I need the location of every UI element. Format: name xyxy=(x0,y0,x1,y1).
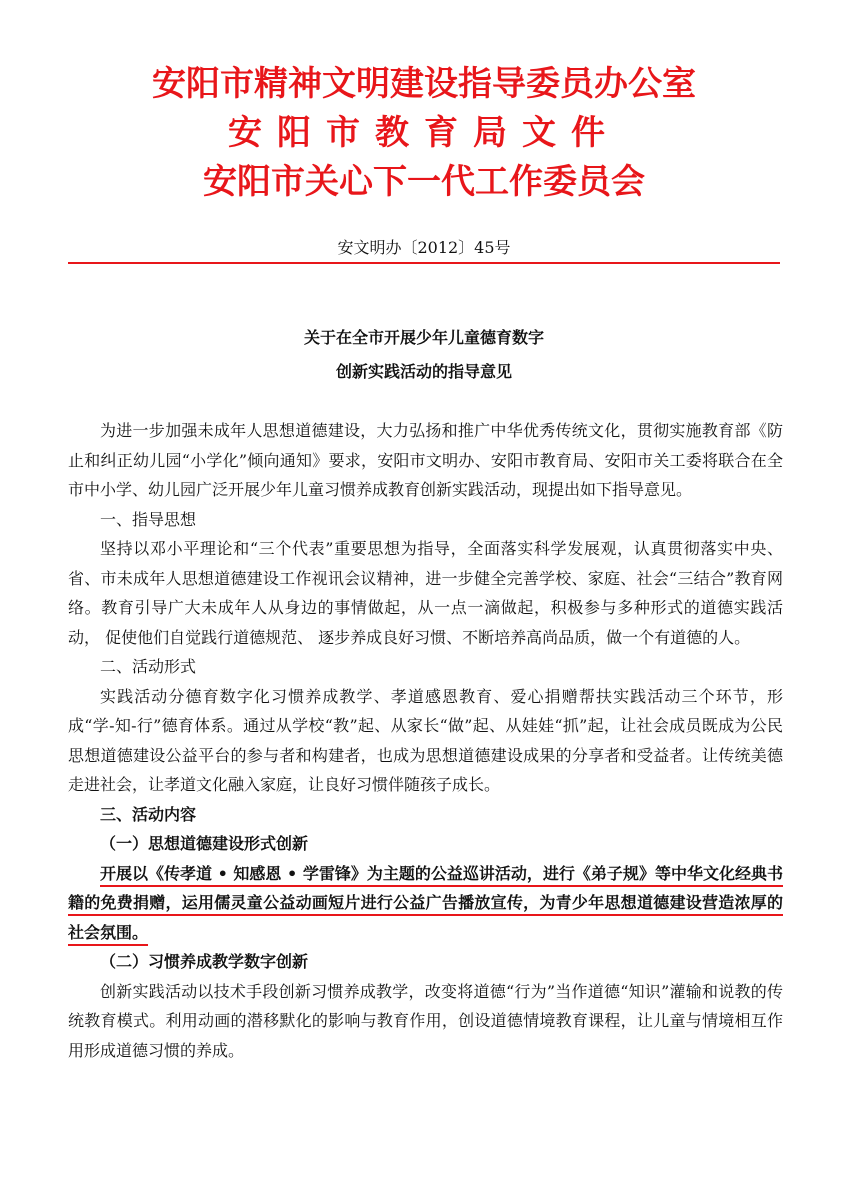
habit-teaching-paragraph: 创新实践活动以技术手段创新习惯养成教学，改变将道德“行为”当作道德“知识”灌输和说教的传统教育模式。利用动画的潜移默化的影响与教育作用，创设道德情境教育课程，让儿童与情境相互作用形成道德习惯的养成。 xyxy=(68,981,783,1060)
highlighted-text: 开展以《传孝道 • 知感恩 • 学雷锋》为主题的公益巡讲活动，进行《弟子规》等中华文化经典书籍的免费捐赠，运用儒灵童公益动画短片进行公益广告播放宣传，为青少年思想道德建设营造浓厚的社会氛围。 xyxy=(68,863,783,942)
document-title-line1: 关于在全市开展少年儿童德育数字 xyxy=(303,328,544,347)
header-bureau-name: 安阳市教育局文件 xyxy=(228,113,620,153)
section-heading-activity-form: 二、活动形式 xyxy=(100,657,197,676)
red-divider xyxy=(68,262,780,264)
document-body xyxy=(68,416,783,1065)
activity-form-paragraph: 实践活动分德育数字化习惯养成教学、孝道感恩教育、爱心捐赠帮扶实践活动三个环节，形成“学-知-行”德育体系。通过从学校“教”起、从家长“做”起、从娃娃“抓”起，让社会成员既成为公民思想道德建设公益平台的参与者和构建者，也成为思想道德建设成果的分享者和受益者。让传统美德走进社会，让孝道文化融入家庭，让良好习惯伴随孩子成长。 xyxy=(68,686,783,794)
subsection-heading-1: （一）思想道德建设形式创新 xyxy=(100,834,309,853)
guiding-thought-paragraph: 坚持以邓小平理论和“三个代表”重要思想为指导，全面落实科学发展观，认真贯彻落实中央、省、市未成年人思想道德建设工作视讯会议精神，进一步健全完善学校、家庭、社会“三结合”教育网络。教育引导广大未成年人从身边的事情做起，从一点一滴做起，积极参与多种形式的道德实践活动， 促使他们自觉践行道德规范、 逐步养成良好习惯、不断培养高尚品质，做一个有道德的人。 xyxy=(68,539,783,647)
header-office-name: 安阳市精神文明建设指导委员办公室 xyxy=(152,64,696,104)
subsection-heading-2: （二）习惯养成教学数字创新 xyxy=(100,952,309,971)
header-committee-name: 安阳市关心下一代工作委员会 xyxy=(203,162,645,202)
section-heading-activity-content: 三、活动内容 xyxy=(100,804,197,824)
section-heading-guiding-thought: 一、指导思想 xyxy=(100,509,197,529)
intro-paragraph: 为进一步加强未成年人思想道德建设，大力弘扬和推广中华优秀传统文化，贯彻实施教育部《防止和纠正幼儿园“小学化”倾向通知》要求，安阳市文明办、安阳市教育局、安阳市关工委将联合在全市中小学、幼儿园广泛开展少年儿童习惯养成教育创新实践活动，现提出如下指导意见。 xyxy=(68,421,783,499)
highlighted-paragraph xyxy=(68,859,783,948)
document-number: 安文明办〔2012〕45号 xyxy=(337,238,511,257)
document-title-line2: 创新实践活动的指导意见 xyxy=(335,362,512,381)
